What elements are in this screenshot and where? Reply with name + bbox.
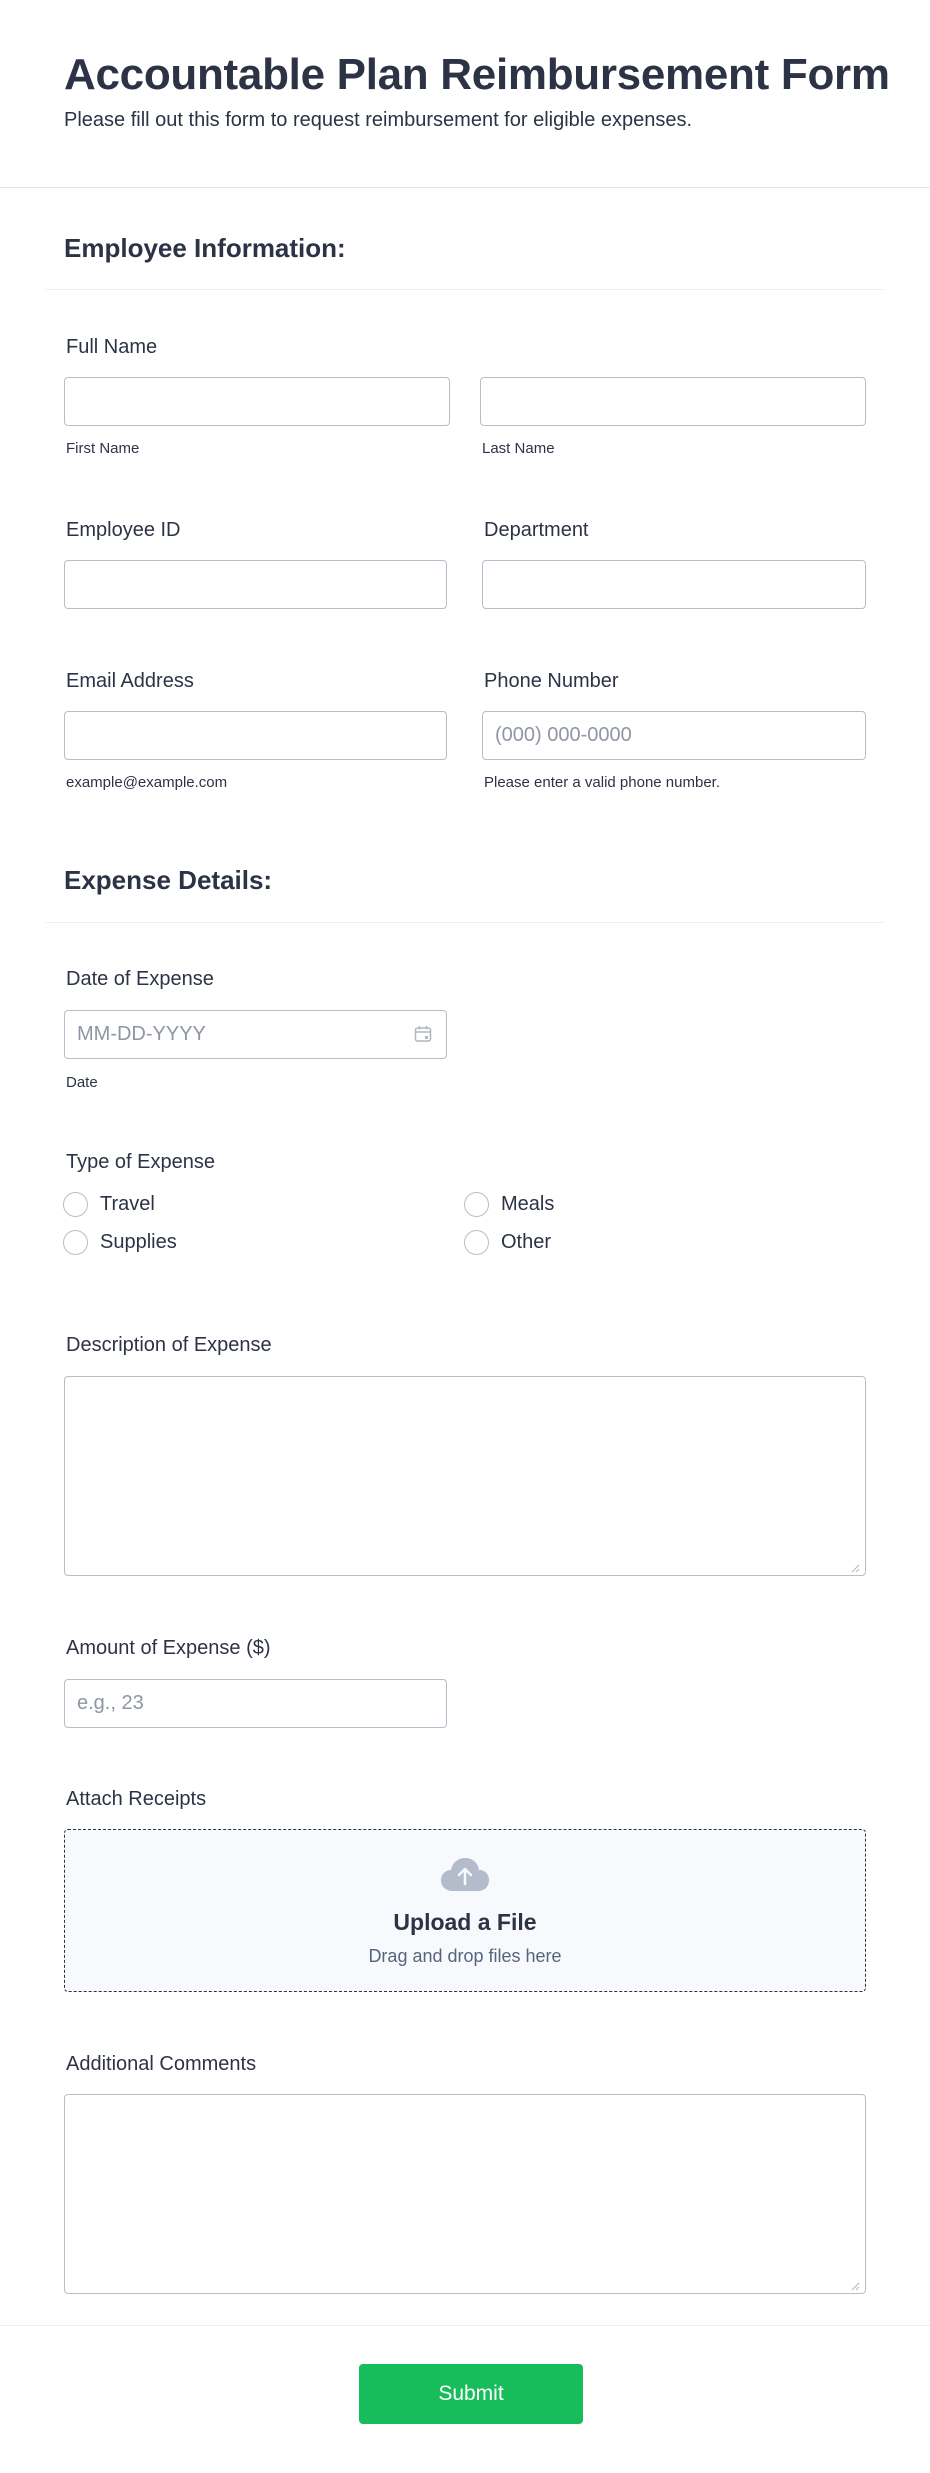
comments-label: Additional Comments (66, 2053, 257, 2075)
date-input[interactable] (64, 1010, 447, 1059)
last-name-sublabel: Last Name (482, 440, 555, 457)
email-label: Email Address (66, 670, 194, 692)
upload-subtitle: Drag and drop files here (368, 1946, 562, 1966)
cloud-upload-icon (441, 1858, 489, 1892)
section-divider (46, 922, 884, 923)
page-subtitle: Please fill out this form to request reimbursement for eligible expenses. (64, 109, 693, 131)
radio-button[interactable] (63, 1192, 88, 1217)
date-label: Date of Expense (66, 968, 214, 990)
amount-label: Amount of Expense ($) (66, 1637, 271, 1659)
radio-label: Meals (501, 1193, 555, 1215)
phone-label: Phone Number (484, 670, 619, 692)
expense-section-title: Expense Details: (64, 865, 273, 895)
employee-id-label: Employee ID (66, 519, 181, 541)
comments-textarea[interactable] (64, 2094, 866, 2294)
footer-divider (0, 2325, 930, 2326)
full-name-label: Full Name (66, 336, 158, 358)
radio-button[interactable] (464, 1230, 489, 1255)
description-textarea[interactable] (64, 1376, 866, 1576)
department-label: Department (484, 519, 589, 541)
first-name-input[interactable] (64, 377, 450, 426)
first-name-sublabel: First Name (66, 440, 140, 457)
calendar-icon[interactable] (414, 1025, 432, 1043)
radio-label: Other (501, 1231, 552, 1253)
resize-handle-icon[interactable] (850, 1560, 860, 1570)
amount-input[interactable] (64, 1679, 447, 1728)
date-sublabel: Date (66, 1074, 98, 1091)
expense-type-label: Type of Expense (66, 1151, 215, 1173)
radio-button[interactable] (464, 1192, 489, 1217)
department-input[interactable] (482, 560, 866, 609)
description-label: Description of Expense (66, 1334, 272, 1356)
employee-section-title: Employee Information: (64, 233, 346, 263)
form-header (0, 0, 930, 188)
radio-option-travel[interactable] (63, 1192, 155, 1217)
upload-title: Upload a File (393, 1909, 537, 1935)
radio-option-meals[interactable] (464, 1192, 554, 1217)
email-input[interactable] (64, 711, 447, 760)
radio-button[interactable] (63, 1230, 88, 1255)
radio-label: Supplies (100, 1231, 177, 1253)
email-sublabel: example@example.com (66, 774, 228, 791)
last-name-input[interactable] (480, 377, 866, 426)
phone-input[interactable] (482, 711, 866, 760)
submit-button[interactable]: Submit (359, 2364, 583, 2424)
receipts-label: Attach Receipts (66, 1788, 207, 1810)
employee-id-input[interactable] (64, 560, 447, 609)
section-divider (46, 289, 884, 290)
resize-handle-icon[interactable] (850, 2278, 860, 2288)
radio-option-other[interactable] (464, 1230, 551, 1255)
radio-label: Travel (100, 1193, 155, 1215)
page-title: Accountable Plan Reimbursement Form (64, 50, 890, 99)
file-upload-dropzone[interactable] (64, 1829, 866, 1992)
phone-sublabel: Please enter a valid phone number. (484, 774, 720, 791)
radio-option-supplies[interactable] (63, 1230, 177, 1255)
